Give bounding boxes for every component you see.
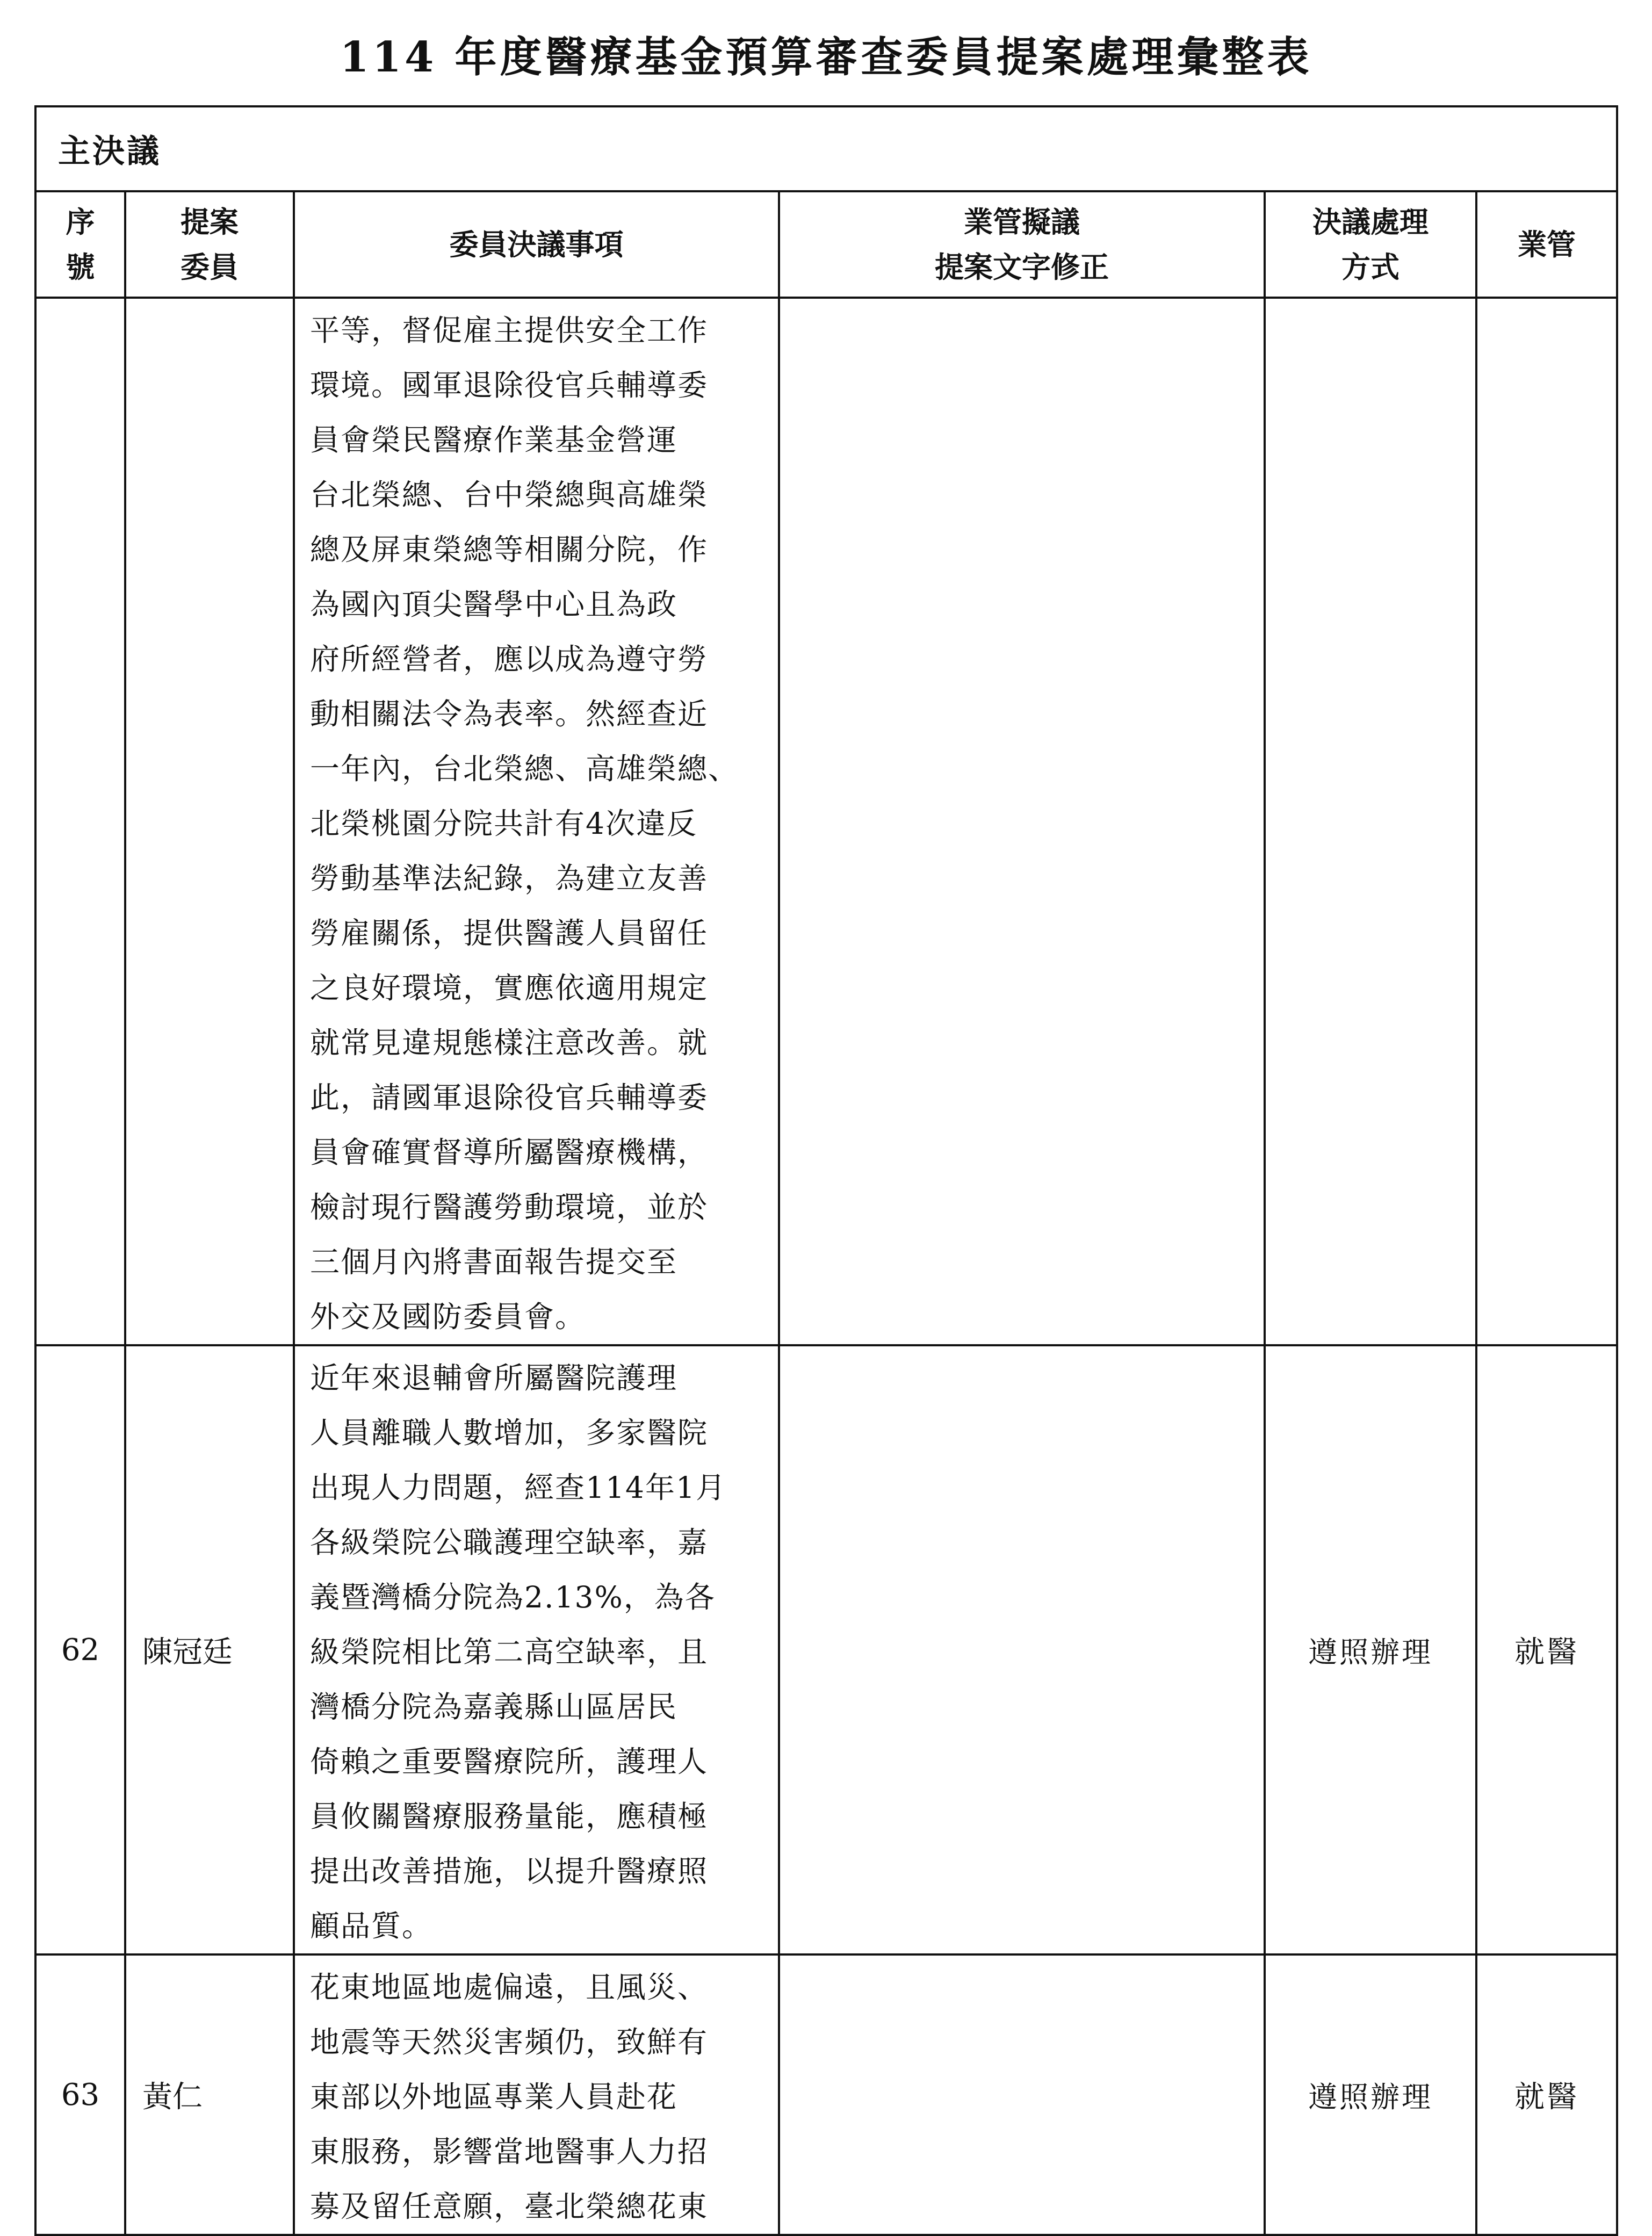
resolution-line: 總及屏東榮總等相關分院，作	[310, 532, 709, 567]
resolution-line: 人員離職人數增加，多家醫院	[310, 1416, 709, 1450]
resolution-text	[295, 1956, 778, 2234]
resolution-line: 此，請國軍退除役官兵輔導委	[310, 1080, 709, 1115]
proposer-cell: 陳冠廷	[125, 1345, 294, 1954]
action-cell: 遵照辦理	[1265, 1954, 1476, 2235]
document-title: 114 年度醫療基金預算審查委員提案處理彙整表	[340, 33, 1312, 82]
resolution-line: 三個月內將書面報告提交至	[310, 1245, 678, 1279]
resolution-line: 平等，督促雇主提供安全工作	[310, 313, 709, 348]
resolution-line: 倚賴之重要醫療院所，護理人	[310, 1744, 709, 1779]
resolution-line: 檢討現行醫護勞動環境，並於	[310, 1190, 709, 1224]
header-suggestion-line2: 提案文字修正	[935, 250, 1109, 284]
unit-cell	[1476, 298, 1617, 1345]
proposer-cell	[125, 298, 294, 1345]
header-proposer	[125, 191, 294, 298]
resolution-line: 東部以外地區專業人員赴花	[310, 2080, 678, 2114]
resolution-line: 近年來退輔會所屬醫院護理	[310, 1361, 678, 1395]
header-proposer-line1: 提案	[181, 205, 239, 239]
header-seq-line1: 序	[66, 205, 95, 239]
resolution-line: 顧品質。	[310, 1909, 433, 1943]
header-suggestion-line1: 業管擬議	[964, 205, 1080, 239]
header-proposer-line2: 委員	[181, 250, 239, 284]
unit-cell: 就醫	[1476, 1954, 1617, 2235]
header-seq-line2: 號	[66, 250, 95, 284]
resolution-line: 員攸關醫療服務量能，應積極	[310, 1799, 709, 1834]
resolution-line: 提出改善措施，以提升醫療照	[310, 1854, 709, 1888]
seq-cell: 62	[35, 1345, 125, 1954]
resolution-content-cell	[294, 1345, 779, 1954]
header-action-line2: 方式	[1341, 250, 1399, 284]
action-cell	[1265, 298, 1476, 1345]
resolution-text	[295, 299, 778, 1344]
resolution-line: 一年內，台北榮總、高雄榮總、	[310, 752, 739, 786]
resolution-line: 東服務，影響當地醫事人力招	[310, 2134, 709, 2169]
table-row	[35, 1954, 1617, 2235]
header-unit: 業管	[1476, 191, 1617, 298]
resolution-line: 募及留任意願，臺北榮總花東	[310, 2189, 709, 2224]
resolution-content-cell	[294, 1954, 779, 2235]
header-row	[35, 191, 1617, 298]
resolution-line: 府所經營者，應以成為遵守勞	[310, 642, 709, 676]
resolution-line: 環境。國軍退除役官兵輔導委	[310, 368, 709, 402]
resolution-line: 就常見違規態樣注意改善。就	[310, 1026, 709, 1060]
resolution-line: 北榮桃園分院共計有4次違反	[310, 806, 697, 841]
unit-cell: 就醫	[1476, 1345, 1617, 1954]
resolution-content-cell	[294, 298, 779, 1345]
header-seq	[35, 191, 125, 298]
resolution-line: 員會榮民醫療作業基金營運	[310, 423, 678, 457]
resolution-line: 義暨灣橋分院為2.13%，為各	[310, 1580, 716, 1614]
resolution-line: 勞雇關係，提供醫護人員留任	[310, 916, 709, 950]
proposal-table	[34, 105, 1618, 2236]
resolution-line: 之良好環境，實應依適用規定	[310, 971, 709, 1005]
header-action-line1: 決議處理	[1312, 205, 1429, 239]
resolution-line: 各級榮院公職護理空缺率，嘉	[310, 1525, 709, 1560]
header-content: 委員決議事項	[294, 191, 779, 298]
header-action	[1265, 191, 1476, 298]
resolution-line: 地震等天然災害頻仍，致鮮有	[310, 2025, 709, 2059]
seq-cell: 63	[35, 1954, 125, 2235]
table-row	[35, 1345, 1617, 1954]
resolution-line: 出現人力問題，經查114年1月	[310, 1470, 726, 1505]
resolution-line: 灣橋分院為嘉義縣山區居民	[310, 1690, 678, 1724]
seq-cell	[35, 298, 125, 1345]
section-row	[35, 106, 1617, 191]
resolution-line: 花東地區地處偏遠，且風災、	[310, 1970, 709, 2004]
resolution-line: 外交及國防委員會。	[310, 1300, 586, 1334]
suggestion-cell	[779, 298, 1265, 1345]
suggestion-cell	[779, 1345, 1265, 1954]
suggestion-cell	[779, 1954, 1265, 2235]
resolution-line: 勞動基準法紀錄，為建立友善	[310, 861, 709, 896]
table-row	[35, 298, 1617, 1345]
resolution-line: 台北榮總、台中榮總與高雄榮	[310, 478, 709, 512]
resolution-text	[295, 1346, 778, 1953]
action-cell: 遵照辦理	[1265, 1345, 1476, 1954]
header-suggestion	[779, 191, 1265, 298]
resolution-line: 級榮院相比第二高空缺率，且	[310, 1635, 709, 1669]
section-title: 主決議	[35, 106, 1617, 191]
proposer-cell: 黃仁	[125, 1954, 294, 2235]
resolution-line: 員會確實督導所屬醫療機構，	[310, 1135, 709, 1170]
resolution-line: 動相關法令為表率。然經查近	[310, 697, 709, 731]
resolution-line: 為國內頂尖醫學中心且為政	[310, 587, 678, 622]
